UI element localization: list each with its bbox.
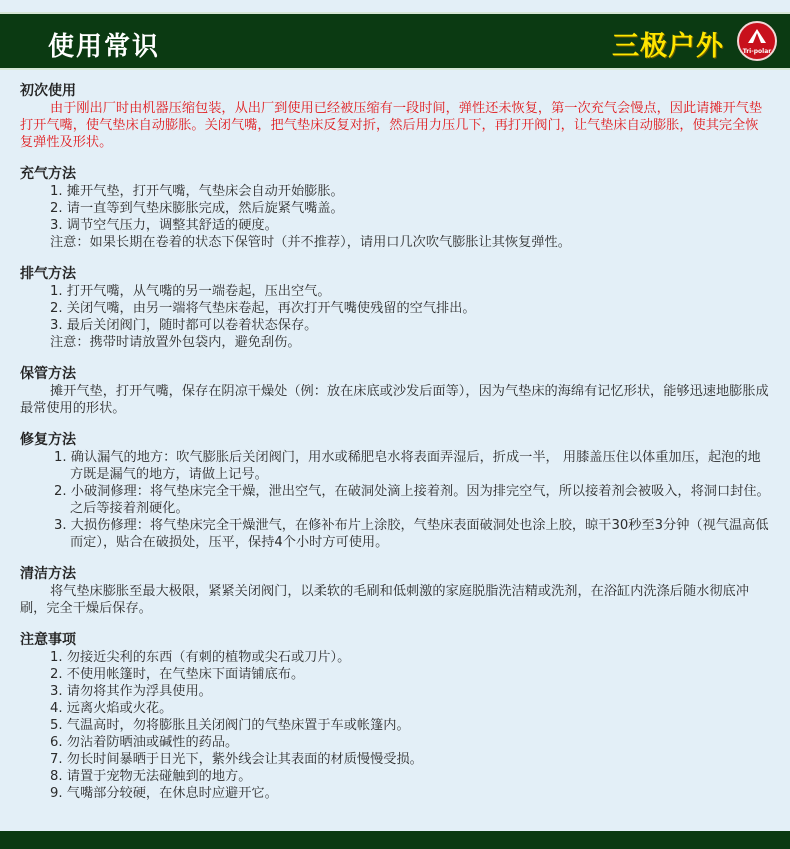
list-item: 3. 大损伤修理：将气垫床完全干燥泄气，在修补布片上涂胶，气垫床表面破洞处也涂上胶，晾干30秒至3分钟（视气温高低而定），贴合在破损处，压平，保持4个小时方可使用。: [54, 518, 769, 550]
page-title: 使用常识: [48, 32, 161, 62]
list-item: 3. 最后关闭阀门，随时都可以卷着状态保存。: [50, 318, 318, 333]
list-item: 7. 勿长时间暴晒于日光下，紫外线会让其表面的材质慢慢受损。: [50, 752, 423, 767]
list-item: 3. 请勿将其作为浮具使用。: [50, 684, 212, 699]
section-title: 排气方法: [20, 266, 76, 282]
list-item: 1. 打开气嘴，从气嘴的另一端卷起，压出空气。: [50, 284, 331, 299]
section-title: 清洁方法: [20, 566, 76, 582]
section-title: 注意事项: [20, 632, 76, 648]
list-item: 2. 请一直等到气垫床膨胀完成，然后旋紧气嘴盖。: [50, 201, 344, 216]
section-storage: [20, 365, 770, 417]
section-repair: [20, 431, 770, 551]
list-item: 1. 勿接近尖利的东西（有刺的植物或尖石或刀片）。: [50, 650, 351, 665]
section-cautions: [20, 631, 770, 802]
list-item: 2. 不使用帐篷时，在气垫床下面请铺底布。: [50, 667, 305, 682]
note-text: 注意：携带时请放置外包袋内，避免刮伤。: [50, 335, 301, 350]
list-item: 1. 摊开气垫，打开气嘴，气垫床会自动开始膨胀。: [50, 184, 344, 199]
section-inflate: [20, 165, 770, 251]
list-item: 5. 气温高时，勿将膨胀且关闭阀门的气垫床置于车或帐篷内。: [50, 718, 410, 733]
list-item: 2. 关闭气嘴，由另一端将气垫床卷起，再次打开气嘴使残留的空气排出。: [50, 301, 476, 316]
note-text: 注意：如果长期在卷着的状态下保管时（并不推荐），请用口几次吹气膨胀让其恢复弹性。: [50, 235, 571, 250]
page-header: [0, 0, 790, 82]
section-title: 充气方法: [20, 166, 76, 182]
section-first-use: [20, 82, 770, 151]
cleaning-text: 将气垫床膨胀至最大极限，紧紧关闭阀门，以柔软的毛刷和低刺激的家庭脱脂洗洁精或洗剂，在浴缸内洗涤后随水彻底冲刷，完全干燥后保存。: [20, 584, 749, 616]
list-item: 6. 勿沾着防晒油或碱性的药品。: [50, 735, 239, 750]
header-band: [0, 12, 790, 70]
list-item: 8. 请置于宠物无法碰触到的地方。: [50, 769, 252, 784]
section-title: 修复方法: [20, 432, 76, 448]
list-item: 9. 气嘴部分较硬，在休息时应避开它。: [50, 786, 278, 801]
section-deflate: [20, 265, 770, 351]
storage-text: 摊开气垫，打开气嘴，保存在阴凉干燥处（例：放在床底或沙发后面等），因为气垫床的海绵有记忆形状，能够迅速地膨胀成最常使用的形状。: [20, 384, 769, 416]
footer-band: [0, 831, 790, 849]
list-item: 3. 调节空气压力，调整其舒适的硬度。: [50, 218, 278, 233]
list-item: 2. 小破洞修理：将气垫床完全干燥，泄出空气，在破洞处滴上接着剂。因为排完空气，所以接着剂会被吸入，将洞口封住。之后等接着剂硬化。: [54, 484, 770, 516]
first-use-text: 由于刚出厂时由机器压缩包装，从出厂到使用已经被压缩有一段时间，弹性还未恢复，第一次充气会慢点，因此请摊开气垫打开气嘴，使气垫床自动膨胀。关闭气嘴，把气垫床反复对折，然后用力压几下，再打开阀门，让气垫床自动膨胀，使其完全恢复弹性及形状。: [20, 101, 763, 150]
logo-label: Tri-polar: [742, 48, 772, 55]
list-item: 1. 确认漏气的地方：吹气膨胀后关闭阀门，用水或稀肥皂水将表面弄湿后，折成一半， 用膝盖压住以体重加压，起泡的地方既是漏气的地方，请做上记号。: [54, 450, 761, 482]
brand-name: 三极户外: [612, 31, 724, 62]
section-title: 保管方法: [20, 366, 76, 382]
section-title: 初次使用: [20, 83, 76, 99]
usage-guide: [20, 82, 770, 816]
list-item: 4. 远离火焰或火花。: [50, 701, 173, 716]
section-cleaning: [20, 565, 770, 617]
brand-logo: [737, 21, 777, 61]
